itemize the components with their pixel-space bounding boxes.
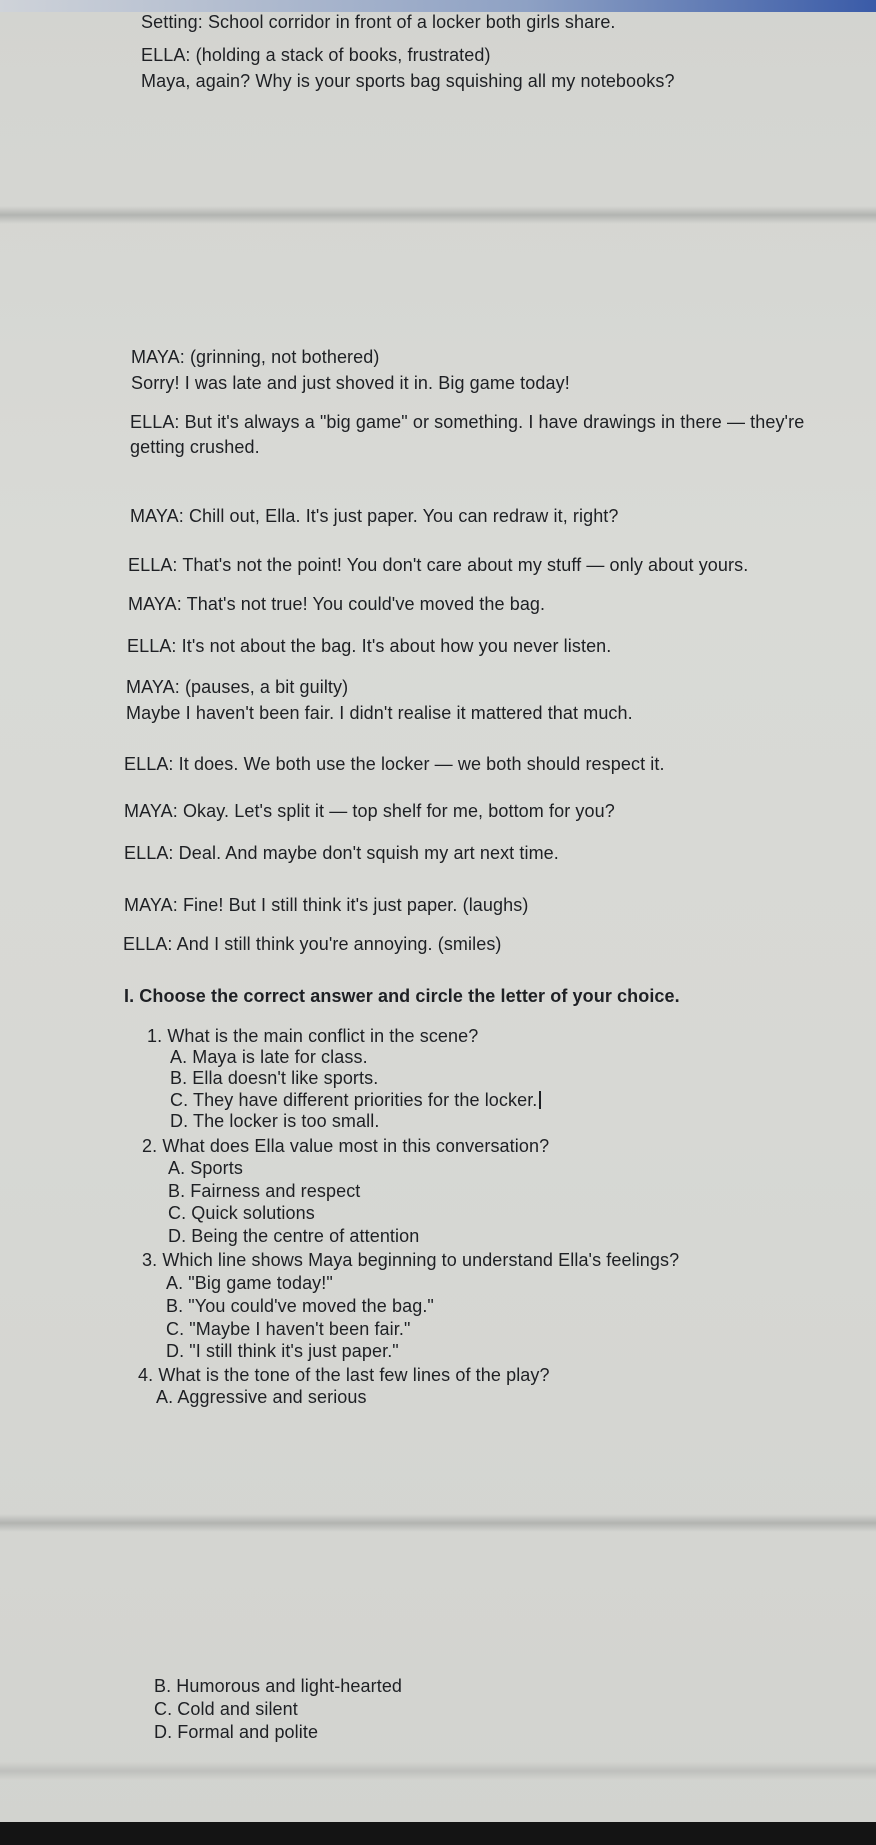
speaker-label: ELLA:: [124, 754, 174, 774]
dialogue-text: Deal. And maybe don't squish my art next time.: [178, 843, 559, 863]
dialogue-line: [124, 801, 615, 822]
answer-option[interactable]: D. Formal and polite: [154, 1722, 319, 1742]
dialogue-text: Chill out, Ella. It's just paper. You can redraw it, right?: [188, 506, 619, 526]
dialogue-line: [131, 347, 379, 368]
setting-line: Setting: School corridor in front of a locker both girls share.: [141, 12, 616, 32]
speaker-label: MAYA:: [124, 801, 178, 821]
text-cursor-icon: [539, 1091, 541, 1109]
dialogue-line: [127, 636, 611, 657]
speaker-label: ELLA:: [130, 412, 180, 432]
dialogue-line: [126, 677, 348, 698]
dialogue-text: And I still think you're annoying. (smiles): [176, 934, 502, 954]
answer-option[interactable]: A. Maya is late for class.: [170, 1047, 368, 1067]
dialogue-text: getting crushed.: [130, 437, 260, 457]
answer-option[interactable]: B. "You could've moved the bag.": [166, 1296, 434, 1316]
dialogue-line: [141, 71, 675, 92]
answer-option[interactable]: D. The locker is too small.: [170, 1111, 380, 1131]
speaker-label: ELLA:: [141, 45, 191, 65]
answer-option[interactable]: C. They have different priorities for the locker.: [170, 1090, 538, 1110]
answer-option[interactable]: A. Aggressive and serious: [156, 1387, 367, 1407]
page-fold-divider: [0, 1762, 876, 1780]
top-edge-strip: [0, 0, 876, 12]
dialogue-text: But it's always a "big game" or something. I have drawings in there — they're: [184, 412, 805, 432]
dialogue-text: Fine! But I still think it's just paper. (laughs): [182, 895, 529, 915]
dialogue-text: (holding a stack of books, frustrated): [195, 45, 491, 65]
quiz-instruction: I. Choose the correct answer and circle the letter of your choice.: [124, 986, 680, 1006]
dialogue-line: [124, 843, 559, 864]
answer-option[interactable]: A. Sports: [168, 1158, 243, 1178]
question-stem: 3. Which line shows Maya beginning to understand Ella's feelings?: [142, 1250, 680, 1270]
dialogue-text: (grinning, not bothered): [189, 347, 380, 367]
question-stem: 2. What does Ella value most in this conversation?: [142, 1136, 550, 1156]
answer-option[interactable]: C. "Maybe I haven't been fair.": [166, 1319, 411, 1339]
answer-option[interactable]: D. "I still think it's just paper.": [166, 1341, 399, 1361]
speaker-label: ELLA:: [123, 934, 173, 954]
answer-option[interactable]: B. Ella doesn't like sports.: [170, 1068, 379, 1088]
speaker-label: MAYA:: [124, 895, 178, 915]
dialogue-text: (pauses, a bit guilty): [184, 677, 349, 697]
dialogue-line: [130, 412, 804, 433]
dialogue-text: Sorry! I was late and just shoved it in. Big game today!: [131, 373, 570, 393]
dialogue-line: [128, 594, 545, 615]
page-fold-divider: [0, 1514, 876, 1532]
dialogue-line: [130, 506, 619, 527]
dialogue-line: [130, 437, 260, 458]
dialogue-line: [124, 895, 528, 916]
dialogue-text: Maybe I haven't been fair. I didn't realise it mattered that much.: [126, 703, 633, 723]
bottom-dark-edge: [0, 1822, 876, 1845]
answer-option[interactable]: B. Fairness and respect: [168, 1181, 361, 1201]
dialogue-text: It's not about the bag. It's about how you never listen.: [181, 636, 612, 656]
answer-option[interactable]: D. Being the centre of attention: [168, 1226, 420, 1246]
question-stem: 4. What is the tone of the last few lines of the play?: [138, 1365, 550, 1385]
dialogue-text: Okay. Let's split it — top shelf for me, bottom for you?: [182, 801, 615, 821]
answer-option[interactable]: C. Quick solutions: [168, 1203, 315, 1223]
answer-option-row[interactable]: [170, 1090, 541, 1111]
page-fold-divider: [0, 206, 876, 224]
speaker-label: MAYA:: [130, 506, 184, 526]
speaker-label: MAYA:: [131, 347, 185, 367]
dialogue-text: It does. We both use the locker — we both should respect it.: [178, 754, 665, 774]
answer-option[interactable]: A. "Big game today!": [166, 1273, 333, 1293]
dialogue-text: Maya, again? Why is your sports bag squishing all my notebooks?: [141, 71, 675, 91]
speaker-label: ELLA:: [124, 843, 174, 863]
question-stem: 1. What is the main conflict in the scene?: [147, 1026, 479, 1046]
answer-option[interactable]: B. Humorous and light-hearted: [154, 1676, 403, 1696]
answer-option[interactable]: C. Cold and silent: [154, 1699, 298, 1719]
speaker-label: MAYA:: [126, 677, 180, 697]
speaker-label: ELLA:: [127, 636, 177, 656]
dialogue-line: [141, 45, 491, 66]
dialogue-line: [128, 555, 748, 576]
speaker-label: MAYA:: [128, 594, 182, 614]
dialogue-line: [131, 373, 570, 394]
dialogue-text: That's not true! You could've moved the bag.: [186, 594, 546, 614]
dialogue-line: [123, 934, 502, 955]
dialogue-line: [124, 754, 665, 775]
dialogue-text: That's not the point! You don't care about my stuff — only about yours.: [182, 555, 749, 575]
speaker-label: ELLA:: [128, 555, 178, 575]
dialogue-line: [126, 703, 633, 724]
